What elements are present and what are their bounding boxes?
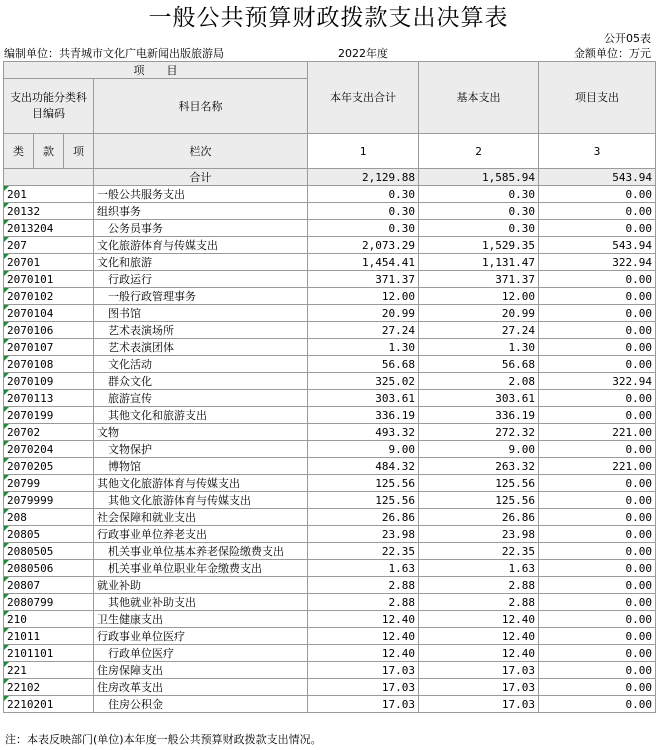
table-row xyxy=(4,526,656,543)
row-basic: 125.56 xyxy=(419,475,539,492)
row-total: 493.32 xyxy=(308,424,419,441)
row-basic: 12.40 xyxy=(419,645,539,662)
row-subject-name: 艺术表演团体 xyxy=(94,339,308,356)
row-total: 17.03 xyxy=(308,662,419,679)
row-code: 2070107 xyxy=(4,339,94,356)
row-project: 543.94 xyxy=(539,237,656,254)
row-project: 0.00 xyxy=(539,492,656,509)
row-total: 20.99 xyxy=(308,305,419,322)
row-total: 1,454.41 xyxy=(308,254,419,271)
sum-label: 合计 xyxy=(94,169,308,186)
row-code: 2070199 xyxy=(4,407,94,424)
header-basic: 基本支出 xyxy=(419,62,539,134)
row-total: 12.40 xyxy=(308,628,419,645)
row-project: 0.00 xyxy=(539,594,656,611)
row-project: 0.00 xyxy=(539,475,656,492)
row-subject-name: 公务员事务 xyxy=(94,220,308,237)
row-subject-name: 一般公共服务支出 xyxy=(94,186,308,203)
row-code: 208 xyxy=(4,509,94,526)
row-basic: 336.19 xyxy=(419,407,539,424)
row-project: 0.00 xyxy=(539,662,656,679)
table-row xyxy=(4,543,656,560)
row-project: 221.00 xyxy=(539,458,656,475)
row-total: 56.68 xyxy=(308,356,419,373)
row-total: 325.02 xyxy=(308,373,419,390)
row-project: 0.00 xyxy=(539,509,656,526)
row-total: 1.30 xyxy=(308,339,419,356)
row-project: 0.00 xyxy=(539,441,656,458)
row-code: 2079999 xyxy=(4,492,94,509)
page-title: 一般公共预算财政拨款支出决算表 xyxy=(148,5,509,31)
row-total: 303.61 xyxy=(308,390,419,407)
row-subject-name: 行政单位医疗 xyxy=(94,645,308,662)
fiscal-year: 2022年度 xyxy=(338,47,388,60)
row-basic: 17.03 xyxy=(419,679,539,696)
row-project: 0.00 xyxy=(539,645,656,662)
row-subject-name: 其他文化和旅游支出 xyxy=(94,407,308,424)
row-subject-name: 住房保障支出 xyxy=(94,662,308,679)
header-kuan: 款 xyxy=(34,134,64,169)
header-col-2: 2 xyxy=(419,134,539,169)
row-project: 0.00 xyxy=(539,696,656,713)
row-basic: 12.00 xyxy=(419,288,539,305)
row-subject-name: 文化旅游体育与传媒支出 xyxy=(94,237,308,254)
row-subject-name: 就业补助 xyxy=(94,577,308,594)
table-row xyxy=(4,407,656,424)
row-basic: 0.30 xyxy=(419,203,539,220)
row-project: 322.94 xyxy=(539,373,656,390)
row-basic: 2.08 xyxy=(419,373,539,390)
row-code: 22102 xyxy=(4,679,94,696)
table-row xyxy=(4,696,656,713)
row-basic: 17.03 xyxy=(419,662,539,679)
row-total: 9.00 xyxy=(308,441,419,458)
row-total: 22.35 xyxy=(308,543,419,560)
row-subject-name: 行政事业单位养老支出 xyxy=(94,526,308,543)
row-subject-name: 艺术表演场所 xyxy=(94,322,308,339)
row-code: 20805 xyxy=(4,526,94,543)
row-total: 2,073.29 xyxy=(308,237,419,254)
row-basic: 2.88 xyxy=(419,594,539,611)
form-code: 公开05表 xyxy=(604,32,651,45)
row-code: 2070101 xyxy=(4,271,94,288)
table-row xyxy=(4,509,656,526)
row-subject-name: 图书馆 xyxy=(94,305,308,322)
row-basic: 20.99 xyxy=(419,305,539,322)
table-row xyxy=(4,424,656,441)
row-subject-name: 博物馆 xyxy=(94,458,308,475)
row-subject-name: 一般行政管理事务 xyxy=(94,288,308,305)
table-row xyxy=(4,390,656,407)
row-project: 0.00 xyxy=(539,220,656,237)
row-basic: 26.86 xyxy=(419,509,539,526)
row-total: 12.40 xyxy=(308,645,419,662)
row-code: 2070204 xyxy=(4,441,94,458)
row-total: 336.19 xyxy=(308,407,419,424)
row-code: 2070108 xyxy=(4,356,94,373)
row-code: 2080505 xyxy=(4,543,94,560)
header-row-4 xyxy=(4,134,656,169)
row-total: 1.63 xyxy=(308,560,419,577)
row-project: 221.00 xyxy=(539,424,656,441)
sum-blank xyxy=(4,169,94,186)
row-total: 17.03 xyxy=(308,679,419,696)
row-subject-name: 文物保护 xyxy=(94,441,308,458)
row-project: 0.00 xyxy=(539,186,656,203)
row-total: 27.24 xyxy=(308,322,419,339)
row-basic: 0.30 xyxy=(419,220,539,237)
row-project: 0.00 xyxy=(539,407,656,424)
header-xiang: 项 xyxy=(64,134,94,169)
header-col-3: 3 xyxy=(539,134,656,169)
table-row xyxy=(4,305,656,322)
row-subject-name: 机关事业单位职业年金缴费支出 xyxy=(94,560,308,577)
row-subject-name: 文化和旅游 xyxy=(94,254,308,271)
row-basic: 17.03 xyxy=(419,696,539,713)
row-subject-name: 行政事业单位医疗 xyxy=(94,628,308,645)
row-code: 20701 xyxy=(4,254,94,271)
header-lanci: 栏次 xyxy=(94,134,308,169)
expenditure-table xyxy=(3,61,656,713)
row-total: 2.88 xyxy=(308,594,419,611)
row-project: 0.00 xyxy=(539,390,656,407)
table-row xyxy=(4,645,656,662)
row-subject-name: 卫生健康支出 xyxy=(94,611,308,628)
row-basic: 12.40 xyxy=(419,611,539,628)
row-project: 322.94 xyxy=(539,254,656,271)
row-code: 221 xyxy=(4,662,94,679)
compiling-unit: 编制单位：共青城市文化广电新闻出版旅游局 xyxy=(4,47,224,60)
row-code: 20702 xyxy=(4,424,94,441)
row-code: 2101101 xyxy=(4,645,94,662)
table-row xyxy=(4,492,656,509)
row-code: 201 xyxy=(4,186,94,203)
row-subject-name: 群众文化 xyxy=(94,373,308,390)
table-row xyxy=(4,594,656,611)
table-row xyxy=(4,628,656,645)
row-subject-name: 其他文化旅游体育与传媒支出 xyxy=(94,492,308,509)
table-row xyxy=(4,288,656,305)
row-basic: 27.24 xyxy=(419,322,539,339)
sum-row xyxy=(4,169,656,186)
row-subject-name: 文化活动 xyxy=(94,356,308,373)
money-unit: 金额单位：万元 xyxy=(574,47,651,60)
table-row xyxy=(4,679,656,696)
row-code: 2070205 xyxy=(4,458,94,475)
table-row xyxy=(4,441,656,458)
row-total: 2.88 xyxy=(308,577,419,594)
row-subject-name: 其他文化旅游体育与传媒支出 xyxy=(94,475,308,492)
row-total: 26.86 xyxy=(308,509,419,526)
row-code: 20799 xyxy=(4,475,94,492)
row-total: 12.40 xyxy=(308,611,419,628)
header-col-1: 1 xyxy=(308,134,419,169)
row-code: 2070102 xyxy=(4,288,94,305)
row-project: 0.00 xyxy=(539,628,656,645)
table-row xyxy=(4,458,656,475)
row-subject-name: 其他就业补助支出 xyxy=(94,594,308,611)
row-basic: 1.63 xyxy=(419,560,539,577)
row-project: 0.00 xyxy=(539,271,656,288)
row-code: 2070113 xyxy=(4,390,94,407)
row-project: 0.00 xyxy=(539,339,656,356)
row-subject-name: 行政运行 xyxy=(94,271,308,288)
row-code: 210 xyxy=(4,611,94,628)
row-subject-name: 机关事业单位基本养老保险缴费支出 xyxy=(94,543,308,560)
row-subject-name: 住房改革支出 xyxy=(94,679,308,696)
header-subject-name: 科目名称 xyxy=(94,79,308,134)
table-row xyxy=(4,339,656,356)
row-basic: 263.32 xyxy=(419,458,539,475)
row-project: 0.00 xyxy=(539,288,656,305)
row-project: 0.00 xyxy=(539,611,656,628)
row-basic: 125.56 xyxy=(419,492,539,509)
sum-project: 543.94 xyxy=(539,169,656,186)
row-basic: 12.40 xyxy=(419,628,539,645)
row-project: 0.00 xyxy=(539,526,656,543)
footnote: 注：本表反映部门(单位)本年度一般公共预算财政拨款支出情况。 xyxy=(5,733,322,746)
row-project: 0.00 xyxy=(539,543,656,560)
row-project: 0.00 xyxy=(539,577,656,594)
header-total: 本年支出合计 xyxy=(308,62,419,134)
row-total: 125.56 xyxy=(308,475,419,492)
table-row xyxy=(4,662,656,679)
row-basic: 1.30 xyxy=(419,339,539,356)
row-basic: 23.98 xyxy=(419,526,539,543)
row-code: 2070104 xyxy=(4,305,94,322)
row-subject-name: 旅游宣传 xyxy=(94,390,308,407)
row-subject-name: 住房公积金 xyxy=(94,696,308,713)
table-row xyxy=(4,373,656,390)
row-project: 0.00 xyxy=(539,322,656,339)
row-basic: 1,529.35 xyxy=(419,237,539,254)
row-project: 0.00 xyxy=(539,203,656,220)
header-row-1 xyxy=(4,62,656,79)
row-total: 484.32 xyxy=(308,458,419,475)
header-project: 项目支出 xyxy=(539,62,656,134)
row-subject-name: 组织事务 xyxy=(94,203,308,220)
table-row xyxy=(4,254,656,271)
table-row xyxy=(4,560,656,577)
row-basic: 2.88 xyxy=(419,577,539,594)
row-code: 21011 xyxy=(4,628,94,645)
row-code: 2080506 xyxy=(4,560,94,577)
row-code: 2070109 xyxy=(4,373,94,390)
row-code: 2070106 xyxy=(4,322,94,339)
row-basic: 9.00 xyxy=(419,441,539,458)
row-total: 23.98 xyxy=(308,526,419,543)
row-basic: 56.68 xyxy=(419,356,539,373)
row-basic: 0.30 xyxy=(419,186,539,203)
row-code: 2013204 xyxy=(4,220,94,237)
row-code: 2080799 xyxy=(4,594,94,611)
table-row xyxy=(4,271,656,288)
row-code: 207 xyxy=(4,237,94,254)
table-row xyxy=(4,475,656,492)
row-total: 12.00 xyxy=(308,288,419,305)
row-total: 0.30 xyxy=(308,186,419,203)
header-func-code: 支出功能分类科目编码 xyxy=(4,79,94,134)
row-project: 0.00 xyxy=(539,305,656,322)
table-row xyxy=(4,322,656,339)
row-basic: 303.61 xyxy=(419,390,539,407)
row-total: 0.30 xyxy=(308,220,419,237)
sum-total: 2,129.88 xyxy=(308,169,419,186)
row-basic: 272.32 xyxy=(419,424,539,441)
table-row xyxy=(4,611,656,628)
row-total: 125.56 xyxy=(308,492,419,509)
row-code: 20807 xyxy=(4,577,94,594)
table-row xyxy=(4,237,656,254)
row-subject-name: 社会保障和就业支出 xyxy=(94,509,308,526)
row-basic: 371.37 xyxy=(419,271,539,288)
row-total: 17.03 xyxy=(308,696,419,713)
table-row xyxy=(4,220,656,237)
table-row xyxy=(4,186,656,203)
header-lei: 类 xyxy=(4,134,34,169)
row-code: 20132 xyxy=(4,203,94,220)
row-total: 0.30 xyxy=(308,203,419,220)
row-total: 371.37 xyxy=(308,271,419,288)
table-row xyxy=(4,356,656,373)
row-subject-name: 文物 xyxy=(94,424,308,441)
table-row xyxy=(4,203,656,220)
row-basic: 22.35 xyxy=(419,543,539,560)
row-project: 0.00 xyxy=(539,560,656,577)
table-row xyxy=(4,577,656,594)
header-item: 项 目 xyxy=(4,62,308,79)
row-basic: 1,131.47 xyxy=(419,254,539,271)
sum-basic: 1,585.94 xyxy=(419,169,539,186)
row-code: 2210201 xyxy=(4,696,94,713)
row-project: 0.00 xyxy=(539,679,656,696)
row-project: 0.00 xyxy=(539,356,656,373)
